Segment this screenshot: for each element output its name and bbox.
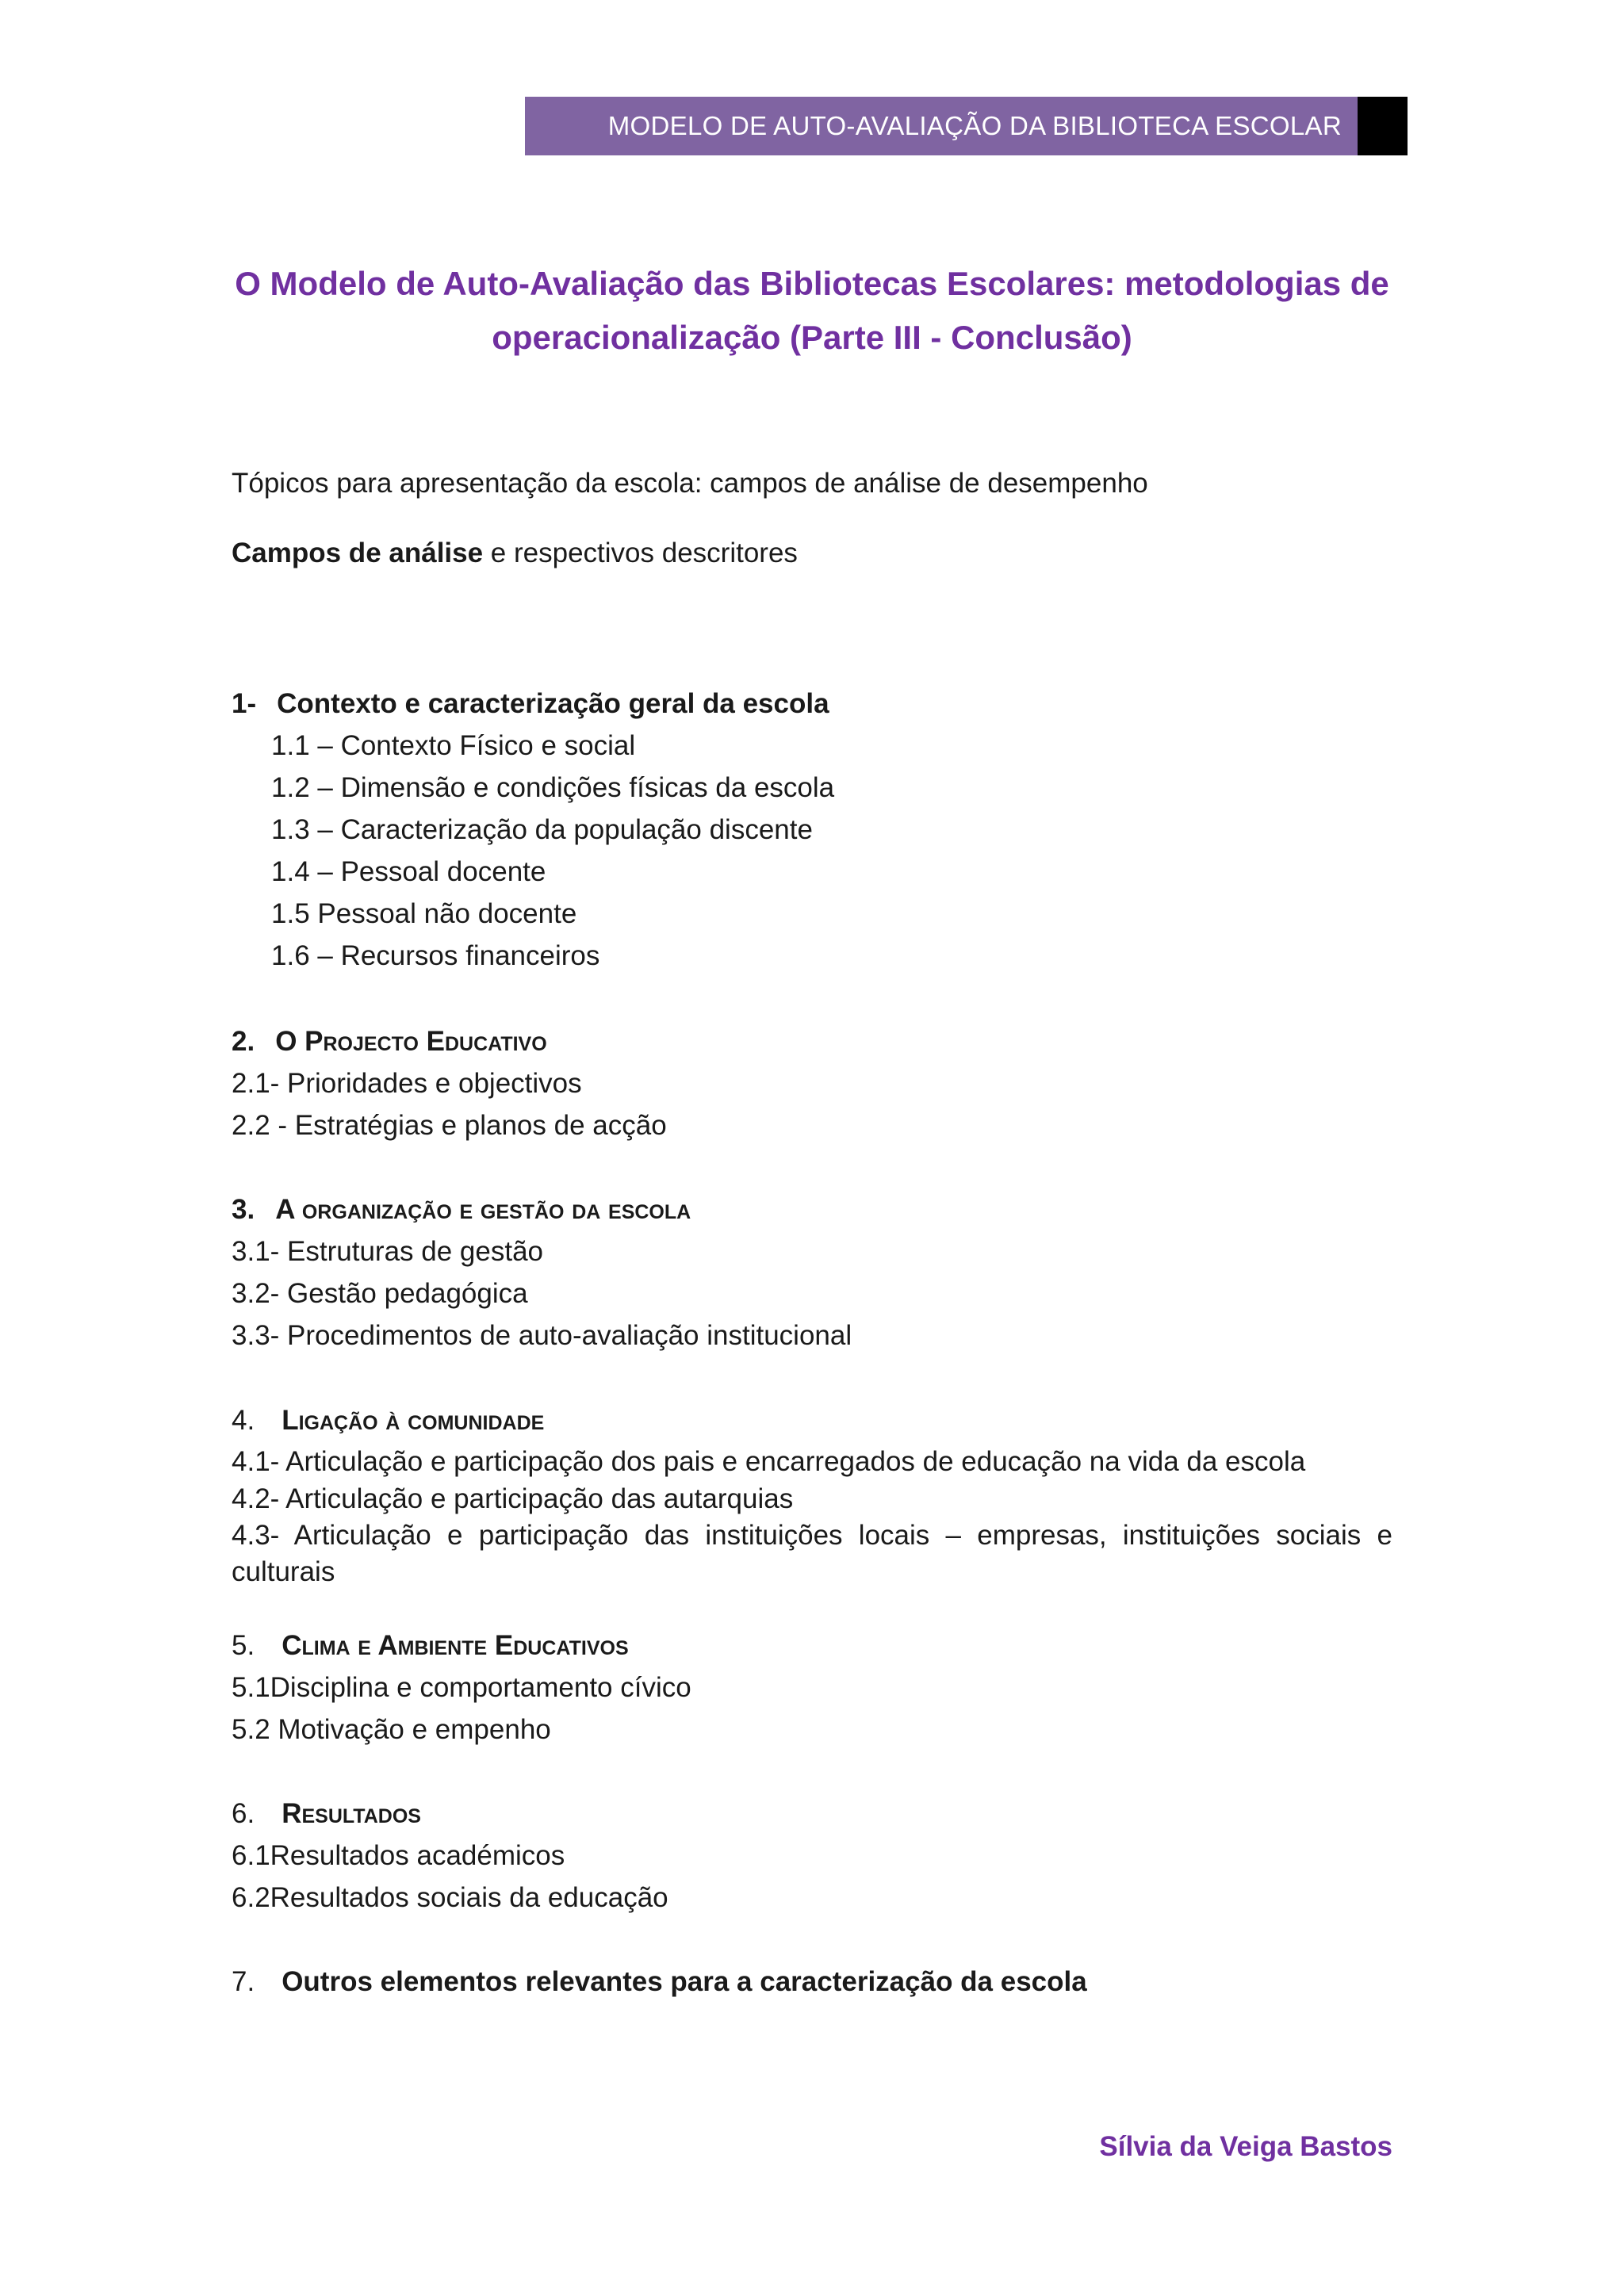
section-4-item: 4.3- Articulação e participação das instituições locais – empresas, instituições sociais e culturais <box>232 1520 1392 1587</box>
section-4-heading: 4. Ligação à comunidade <box>232 1405 545 1436</box>
section-1-item: 1.2 – Dimensão e condições físicas da escola <box>271 772 835 803</box>
section-1-item: 1.3 – Caracterização da população discente <box>271 814 813 845</box>
intro-paragraph: Tópicos para apresentação da escola: campos de análise de desempenho <box>232 468 1148 499</box>
section-7-heading: 7. Outros elementos relevantes para a caracterização da escola <box>232 1966 1087 1997</box>
section-1-item: 1.6 – Recursos financeiros <box>271 940 600 971</box>
section-3-heading: 3. A organização e gestão da escola <box>232 1194 691 1225</box>
section-2-item: 2.1- Prioridades e objectivos <box>232 1068 582 1099</box>
header-black-block <box>1358 97 1408 155</box>
section-3-item: 3.3- Procedimentos de auto-avaliação institucional <box>232 1320 852 1351</box>
section-1-item: 1.5 Pessoal não docente <box>271 898 577 929</box>
section-1-item: 1.4 – Pessoal docente <box>271 856 546 887</box>
section-6-heading: 6. Resultados <box>232 1798 421 1829</box>
author-signature: Sílvia da Veiga Bastos <box>1099 2131 1392 2162</box>
section-4-item: 4.1- Articulação e participação dos pais e encarregados de educação na vida da escola <box>232 1446 1306 1477</box>
fields-paragraph <box>232 536 798 571</box>
fields-bold-label: Campos de análise <box>232 538 484 568</box>
section-1-heading: 1- Contexto e caracterização geral da escola <box>232 688 829 719</box>
section-4-item: 4.2- Articulação e participação das autarquias <box>232 1483 794 1514</box>
fields-rest-label: e respectivos descritores <box>483 538 798 568</box>
page-title: O Modelo de Auto-Avaliação das Bibliotecas Escolares: metodologias de operacionalização (Parte III - Conclusão) <box>235 265 1389 356</box>
section-3-item: 3.2- Gestão pedagógica <box>232 1278 528 1309</box>
section-6-item: 6.2Resultados sociais da educação <box>232 1882 668 1913</box>
section-5-item: 5.2 Motivação e empenho <box>232 1714 551 1745</box>
section-6-item: 6.1Resultados académicos <box>232 1840 565 1871</box>
section-5-heading: 5. Clima e Ambiente Educativos <box>232 1630 629 1661</box>
header-title: MODELO DE AUTO-AVALIAÇÃO DA BIBLIOTECA ESCOLAR <box>607 111 1342 140</box>
running-header <box>525 97 1358 155</box>
section-2-item: 2.2 - Estratégias e planos de acção <box>232 1110 667 1141</box>
section-3-item: 3.1- Estruturas de gestão <box>232 1236 543 1267</box>
section-1-item: 1.1 – Contexto Físico e social <box>271 730 636 761</box>
section-5-item: 5.1Disciplina e comportamento cívico <box>232 1672 691 1703</box>
section-2-heading: 2. O Projecto Educativo <box>232 1026 547 1057</box>
